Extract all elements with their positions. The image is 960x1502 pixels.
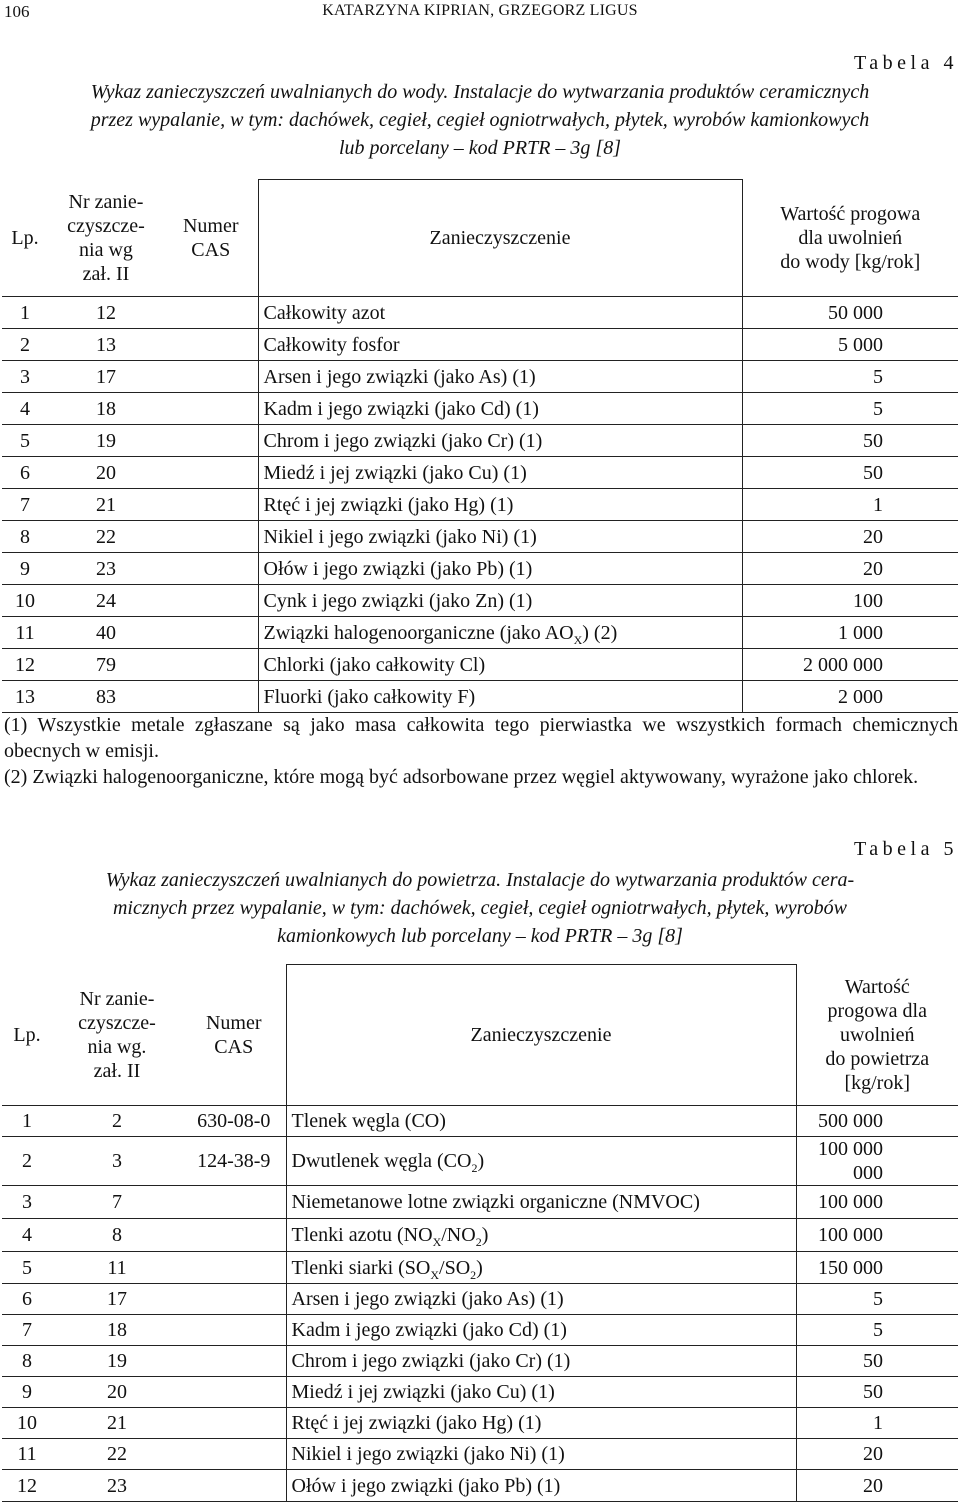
col-pollutant: Zanieczyszczenie bbox=[258, 180, 742, 297]
table5-header-row bbox=[2, 965, 958, 1106]
row-lp: 4 bbox=[2, 393, 48, 425]
col-value-line: uwolnień bbox=[840, 1023, 915, 1046]
subscript: X bbox=[432, 1235, 442, 1249]
row-pollutant bbox=[258, 681, 742, 713]
row-pollutant bbox=[286, 1315, 796, 1346]
row-nr: 22 bbox=[48, 521, 164, 553]
pollutant-text: Dwutlenek węgla (CO bbox=[291, 1150, 472, 1172]
col-nr-line: czyszcze- bbox=[78, 1011, 156, 1034]
row-cas bbox=[164, 489, 258, 521]
row-lp: 2 bbox=[2, 329, 48, 361]
row-lp: 9 bbox=[2, 1377, 52, 1408]
table5-row bbox=[2, 1377, 958, 1408]
row-pollutant bbox=[258, 489, 742, 521]
pollutant-text: Nikiel i jego związki (jako Ni) (1) bbox=[263, 525, 537, 548]
row-cas bbox=[182, 1315, 286, 1346]
col-cas bbox=[182, 965, 286, 1106]
footnote: (2) Związki halogenoorganiczne, które mogą być adsorbowane przez węgiel aktywowany, wyrażone jako chlorek. bbox=[4, 766, 919, 788]
row-lp: 1 bbox=[2, 1106, 52, 1137]
row-nr: 20 bbox=[48, 457, 164, 489]
row-cas bbox=[182, 1377, 286, 1408]
col-nr-line: nia wg. bbox=[87, 1035, 147, 1058]
row-pollutant bbox=[286, 1470, 796, 1502]
row-cas bbox=[164, 617, 258, 649]
row-value: 1 bbox=[796, 1408, 958, 1439]
row-value: 20 bbox=[742, 553, 958, 585]
table5-row bbox=[2, 1439, 958, 1470]
row-value: 5 000 bbox=[742, 329, 958, 361]
row-nr: 3 bbox=[52, 1137, 182, 1186]
row-nr: 23 bbox=[52, 1470, 182, 1502]
pollutant-text: Chlorki (jako całkowity Cl) bbox=[263, 653, 486, 676]
row-value: 20 bbox=[796, 1439, 958, 1470]
col-value-line: dla uwolnień bbox=[798, 226, 903, 249]
pollutant-text: Całkowity azot bbox=[263, 301, 386, 324]
row-value: 50 bbox=[796, 1346, 958, 1377]
table5-row bbox=[2, 1186, 958, 1219]
pollutant-text: Cynk i jego związki (jako Zn) (1) bbox=[263, 589, 533, 612]
row-nr: 13 bbox=[48, 329, 164, 361]
row-pollutant bbox=[286, 1439, 796, 1470]
row-lp: 12 bbox=[2, 1470, 52, 1502]
row-cas: 630-08-0 bbox=[182, 1106, 286, 1137]
subscript: 2 bbox=[471, 1161, 478, 1175]
row-pollutant bbox=[286, 1137, 796, 1186]
row-nr: 21 bbox=[48, 489, 164, 521]
caption-line: przez wypalanie, w tym: dachówek, cegieł, cegieł ogniotrwałych, płytek, wyrobów kamionkowych bbox=[90, 109, 870, 131]
row-cas bbox=[164, 521, 258, 553]
row-nr: 19 bbox=[48, 425, 164, 457]
row-nr: 8 bbox=[52, 1219, 182, 1252]
table5-body bbox=[2, 1106, 958, 1502]
row-pollutant bbox=[258, 553, 742, 585]
row-lp: 4 bbox=[2, 1219, 52, 1252]
row-pollutant bbox=[258, 521, 742, 553]
row-pollutant bbox=[286, 1377, 796, 1408]
caption-line: micznych przez wypalanie, w tym: dachówek, cegieł, cegieł ogniotrwałych, płytek, wyrobów bbox=[112, 897, 848, 919]
caption-line: Wykaz zanieczyszczeń uwalnianych do wody. Instalacje do wytwarzania produktów ceramicznych bbox=[90, 81, 870, 103]
row-cas: 124-38-9 bbox=[182, 1137, 286, 1186]
pollutant-suffix: ) bbox=[476, 1256, 483, 1279]
row-value: 1 000 bbox=[742, 617, 958, 649]
row-nr: 18 bbox=[48, 393, 164, 425]
col-cas-line: Numer bbox=[182, 214, 239, 237]
page-number: 106 bbox=[4, 2, 30, 21]
footnote: (1) Wszystkie metale zgłaszane są jako masa całkowita tego pierwiastka we wszystkich formach chemicznych obecnych w emisji. bbox=[4, 714, 958, 762]
col-nr-line: Nr zanie- bbox=[68, 190, 144, 213]
row-cas bbox=[164, 393, 258, 425]
row-pollutant bbox=[258, 361, 742, 393]
row-lp: 10 bbox=[2, 1408, 52, 1439]
table5-row bbox=[2, 1346, 958, 1377]
caption-line: Wykaz zanieczyszczeń uwalnianych do powietrza. Instalacje do wytwarzania produktów cera- bbox=[105, 869, 855, 891]
row-nr: 22 bbox=[52, 1439, 182, 1470]
row-value: 500 000 bbox=[796, 1106, 958, 1137]
row-cas bbox=[182, 1284, 286, 1315]
pollutant-suffix: ) (2) bbox=[582, 621, 618, 644]
row-value: 100 000 bbox=[796, 1186, 958, 1219]
pollutant-text: Ołów i jego związki (jako Pb) (1) bbox=[291, 1474, 561, 1497]
row-nr: 83 bbox=[48, 681, 164, 713]
pollutant-suffix: ) bbox=[481, 1224, 489, 1246]
row-pollutant bbox=[258, 329, 742, 361]
col-nr-line: zał. II bbox=[93, 1059, 141, 1082]
col-nr-line: zał. II bbox=[82, 262, 130, 285]
row-value: 50 000 bbox=[742, 297, 958, 329]
table4-row bbox=[2, 297, 958, 329]
pollutant-mid: /NO bbox=[441, 1224, 476, 1246]
row-value: 1 bbox=[742, 489, 958, 521]
pollutant-text: Tlenek węgla (CO) bbox=[291, 1110, 446, 1132]
table4 bbox=[2, 179, 958, 713]
row-lp: 8 bbox=[2, 521, 48, 553]
table5-row bbox=[2, 1137, 958, 1186]
row-value: 5 bbox=[796, 1315, 958, 1346]
row-nr: 40 bbox=[48, 617, 164, 649]
table5 bbox=[2, 964, 958, 1502]
row-lp: 1 bbox=[2, 297, 48, 329]
subscript: 2 bbox=[470, 1267, 477, 1282]
row-pollutant bbox=[258, 393, 742, 425]
table5-label: Tabela 5 bbox=[853, 838, 958, 860]
table5-row bbox=[2, 1408, 958, 1439]
subscript: X bbox=[573, 632, 583, 647]
row-value: 5 bbox=[742, 393, 958, 425]
table4-row bbox=[2, 329, 958, 361]
row-pollutant bbox=[258, 425, 742, 457]
row-value: 100 bbox=[742, 585, 958, 617]
table4-row bbox=[2, 681, 958, 713]
table4-row bbox=[2, 425, 958, 457]
row-nr: 12 bbox=[48, 297, 164, 329]
pollutant-text: Nikiel i jego związki (jako Ni) (1) bbox=[291, 1443, 565, 1465]
caption-line: lub porcelany – kod PRTR – 3g [8] bbox=[338, 137, 621, 159]
row-lp: 2 bbox=[2, 1137, 52, 1186]
row-cas bbox=[164, 553, 258, 585]
row-cas bbox=[182, 1346, 286, 1377]
row-cas bbox=[182, 1439, 286, 1470]
col-value bbox=[796, 965, 958, 1106]
row-pollutant bbox=[286, 1284, 796, 1315]
row-lp: 11 bbox=[2, 1439, 52, 1470]
pollutant-text: Kadm i jego związki (jako Cd) (1) bbox=[291, 1319, 567, 1341]
table4-notes bbox=[4, 712, 958, 790]
col-nr bbox=[52, 965, 182, 1106]
table4-caption bbox=[0, 78, 960, 162]
row-cas bbox=[182, 1470, 286, 1502]
table5-row bbox=[2, 1284, 958, 1315]
col-value-line: do wody [kg/rok] bbox=[780, 250, 921, 273]
row-lp: 7 bbox=[2, 1315, 52, 1346]
col-lp: Lp. bbox=[2, 965, 52, 1106]
table5-row bbox=[2, 1470, 958, 1502]
row-nr: 21 bbox=[52, 1408, 182, 1439]
col-nr-line: nia wg bbox=[79, 238, 133, 261]
row-pollutant bbox=[286, 1346, 796, 1377]
row-pollutant bbox=[258, 297, 742, 329]
row-value: 100 000 bbox=[796, 1219, 958, 1252]
pollutant-text: Fluorki (jako całkowity F) bbox=[263, 685, 476, 708]
caption-line: kamionkowych lub porcelany – kod PRTR – 3g [8] bbox=[277, 925, 683, 947]
row-nr: 17 bbox=[52, 1284, 182, 1315]
table4-header-row bbox=[2, 180, 958, 297]
row-value: 50 bbox=[742, 425, 958, 457]
pollutant-text: Tlenki siarki (SO bbox=[291, 1256, 431, 1279]
row-nr: 19 bbox=[52, 1346, 182, 1377]
col-cas-line: Numer bbox=[205, 1011, 262, 1034]
row-cas bbox=[182, 1186, 286, 1219]
table5-row bbox=[2, 1106, 958, 1137]
table4-row bbox=[2, 553, 958, 585]
row-value: 2 000 bbox=[742, 681, 958, 713]
table4-row bbox=[2, 521, 958, 553]
table5-caption bbox=[0, 866, 960, 950]
col-value-line: progowa dla bbox=[827, 999, 927, 1022]
row-pollutant bbox=[286, 1408, 796, 1439]
pollutant-text: Związki halogenoorganiczne (jako AO bbox=[263, 621, 574, 644]
row-pollutant bbox=[286, 1219, 796, 1252]
row-cas bbox=[164, 297, 258, 329]
row-lp: 7 bbox=[2, 489, 48, 521]
row-lp: 13 bbox=[2, 681, 48, 713]
pollutant-text: Ołów i jego związki (jako Pb) (1) bbox=[263, 557, 533, 580]
row-lp: 6 bbox=[2, 457, 48, 489]
row-value: 150 000 bbox=[796, 1252, 958, 1284]
col-nr bbox=[48, 180, 164, 297]
row-cas bbox=[182, 1408, 286, 1439]
pollutant-suffix: ) bbox=[477, 1150, 485, 1172]
pollutant-text: Tlenki azotu (NO bbox=[291, 1224, 433, 1246]
col-pollutant: Zanieczyszczenie bbox=[286, 965, 796, 1106]
row-pollutant bbox=[258, 457, 742, 489]
subscript: X bbox=[430, 1267, 440, 1282]
row-lp: 3 bbox=[2, 1186, 52, 1219]
col-value-line: do powietrza bbox=[825, 1047, 930, 1070]
pollutant-mid: /SO bbox=[439, 1256, 471, 1279]
row-nr: 2 bbox=[52, 1106, 182, 1137]
row-nr: 24 bbox=[48, 585, 164, 617]
running-header bbox=[0, 0, 960, 24]
row-lp: 11 bbox=[2, 617, 48, 649]
col-nr-line: Nr zanie- bbox=[79, 987, 155, 1010]
row-lp: 12 bbox=[2, 649, 48, 681]
table4-row bbox=[2, 393, 958, 425]
table4-label: Tabela 4 bbox=[853, 52, 958, 74]
pollutant-text: Chrom i jego związki (jako Cr) (1) bbox=[291, 1350, 571, 1372]
col-value-line: Wartość bbox=[844, 975, 910, 998]
pollutant-text: Miedź i jej związki (jako Cu) (1) bbox=[291, 1381, 555, 1403]
row-pollutant bbox=[258, 649, 742, 681]
table5-row bbox=[2, 1315, 958, 1346]
running-title: KATARZYNA KIPRIAN, GRZEGORZ LIGUS bbox=[322, 2, 638, 19]
pollutant-text: Niemetanowe lotne związki organiczne (NMVOC) bbox=[291, 1191, 700, 1213]
row-lp: 3 bbox=[2, 361, 48, 393]
row-value: 2 000 000 bbox=[742, 649, 958, 681]
row-cas bbox=[164, 457, 258, 489]
pollutant-text: Arsen i jego związki (jako As) (1) bbox=[291, 1288, 564, 1310]
pollutant-text: Chrom i jego związki (jako Cr) (1) bbox=[263, 429, 543, 452]
row-cas bbox=[182, 1252, 286, 1284]
col-value-line: Wartość progowa bbox=[780, 202, 921, 225]
table5-row bbox=[2, 1219, 958, 1252]
row-lp: 6 bbox=[2, 1284, 52, 1315]
row-value: 20 bbox=[742, 521, 958, 553]
row-cas bbox=[164, 649, 258, 681]
col-value bbox=[742, 180, 958, 297]
col-cas bbox=[164, 180, 258, 297]
row-nr: 79 bbox=[48, 649, 164, 681]
table4-row bbox=[2, 457, 958, 489]
row-value: 5 bbox=[742, 361, 958, 393]
col-value-line: [kg/rok] bbox=[844, 1071, 911, 1094]
row-lp: 10 bbox=[2, 585, 48, 617]
row-pollutant bbox=[286, 1106, 796, 1137]
col-lp: Lp. bbox=[2, 180, 48, 297]
row-cas bbox=[164, 425, 258, 457]
row-cas bbox=[164, 585, 258, 617]
row-nr: 20 bbox=[52, 1377, 182, 1408]
row-value: 50 bbox=[796, 1377, 958, 1408]
row-pollutant bbox=[258, 617, 742, 649]
row-pollutant bbox=[286, 1186, 796, 1219]
row-nr: 23 bbox=[48, 553, 164, 585]
pollutant-text: Całkowity fosfor bbox=[263, 333, 400, 356]
row-value: 50 bbox=[742, 457, 958, 489]
table4-row bbox=[2, 361, 958, 393]
pollutant-text: Kadm i jego związki (jako Cd) (1) bbox=[263, 397, 539, 420]
row-lp: 8 bbox=[2, 1346, 52, 1377]
row-value: 5 bbox=[796, 1284, 958, 1315]
pollutant-text: Miedź i jej związki (jako Cu) (1) bbox=[263, 461, 527, 484]
subscript: 2 bbox=[475, 1235, 482, 1249]
pollutant-text: Arsen i jego związki (jako As) (1) bbox=[263, 365, 536, 388]
row-nr: 7 bbox=[52, 1186, 182, 1219]
row-nr: 17 bbox=[48, 361, 164, 393]
col-cas-line: CAS bbox=[214, 1035, 254, 1058]
row-lp: 5 bbox=[2, 1252, 52, 1284]
row-lp: 9 bbox=[2, 553, 48, 585]
row-cas bbox=[182, 1219, 286, 1252]
pollutant-text: Rtęć i jej związki (jako Hg) (1) bbox=[291, 1412, 542, 1434]
row-value: 100 000 000 bbox=[796, 1137, 958, 1186]
table4-row bbox=[2, 649, 958, 681]
table4-row bbox=[2, 585, 958, 617]
row-pollutant bbox=[258, 585, 742, 617]
col-nr-line: czyszcze- bbox=[67, 214, 145, 237]
table4-row bbox=[2, 617, 958, 649]
col-cas-line: CAS bbox=[191, 238, 231, 261]
table4-body bbox=[2, 297, 958, 713]
row-nr: 11 bbox=[52, 1252, 182, 1284]
pollutant-text: Rtęć i jej związki (jako Hg) (1) bbox=[263, 493, 514, 516]
table4-row bbox=[2, 489, 958, 521]
row-cas bbox=[164, 681, 258, 713]
table5-row bbox=[2, 1252, 958, 1284]
row-cas bbox=[164, 361, 258, 393]
row-pollutant bbox=[286, 1252, 796, 1284]
row-value: 20 bbox=[796, 1470, 958, 1502]
row-nr: 18 bbox=[52, 1315, 182, 1346]
row-lp: 5 bbox=[2, 425, 48, 457]
row-cas bbox=[164, 329, 258, 361]
